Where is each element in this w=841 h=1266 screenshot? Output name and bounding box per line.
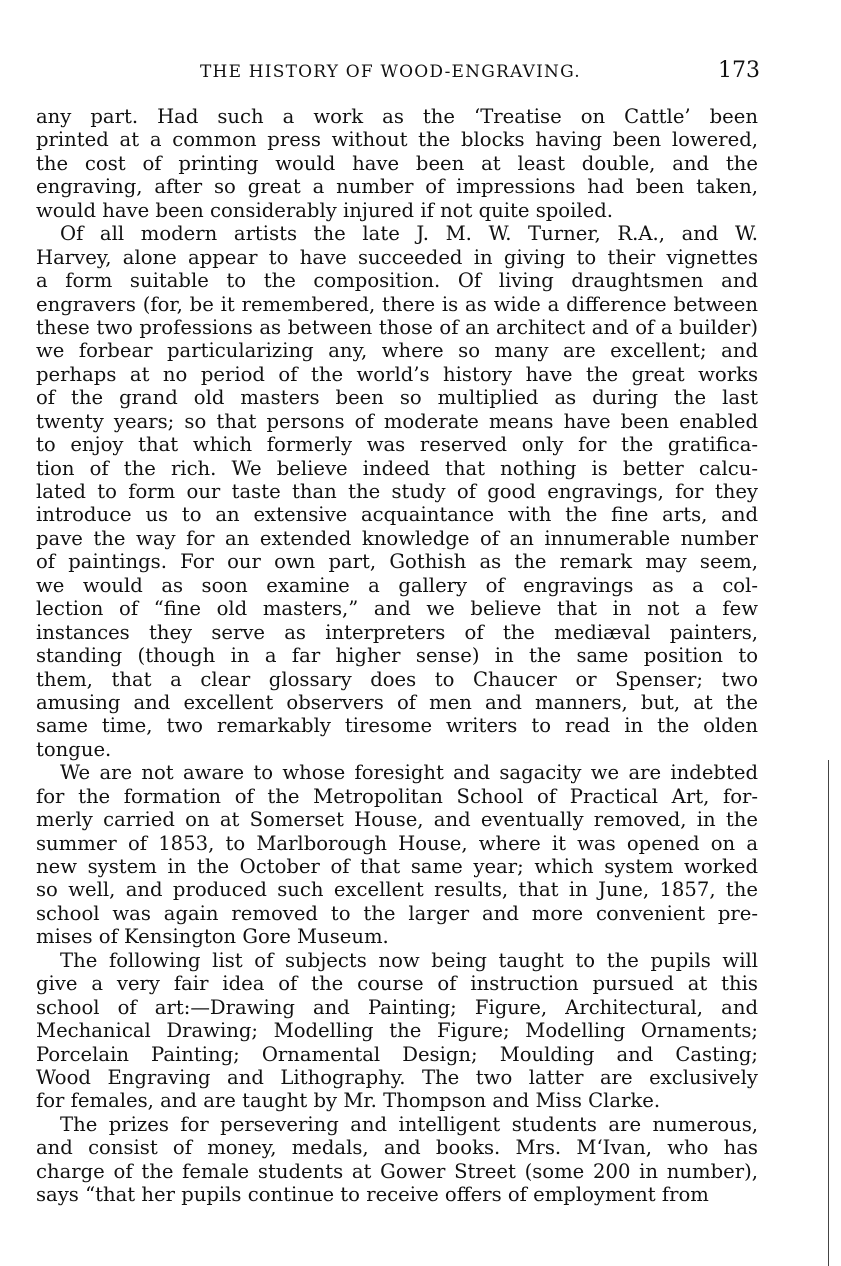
- text-line: lection of “fine old masters,” and we believe that in not a few: [36, 597, 758, 621]
- page-number: 173: [718, 58, 760, 83]
- text-line: twenty years; so that persons of moderate means have been enabled: [36, 409, 758, 433]
- running-title: THE HISTORY OF WOOD-ENGRAVING.: [200, 62, 581, 82]
- text-line: so well, and produced such excellent results, that in June, 1857, the: [36, 878, 758, 902]
- text-line: printed at a common press without the blocks having been lowered,: [36, 128, 758, 152]
- text-line: Wood Engraving and Lithography. The two latter are exclusively: [36, 1065, 758, 1089]
- text-line: Harvey, alone appear to have succeeded in giving to their vignettes: [36, 245, 758, 269]
- text-line: tion of the rich. We believe indeed that nothing is better calcu-: [36, 456, 758, 480]
- text-line: school of art:—Drawing and Painting; Figure, Architectural, and: [36, 995, 758, 1019]
- text-line: lated to form our taste than the study of good engravings, for they: [36, 480, 758, 503]
- text-line: engraving, after so great a number of impressions had been taken,: [36, 175, 758, 199]
- text-line: The following list of subjects now being taught to the pupils will: [60, 948, 758, 972]
- text-line: to enjoy that which formerly was reserved only for the gratifica-: [36, 433, 758, 457]
- text-line: perhaps at no period of the world’s history have the great works: [36, 362, 758, 386]
- text-line: them, that a clear glossary does to Chaucer or Spenser; two: [36, 667, 758, 691]
- body-text: [36, 105, 758, 1207]
- page-edge-rule: [828, 760, 829, 1266]
- text-line: standing (though in a far higher sense) in the same position to: [36, 644, 758, 668]
- text-line: Mechanical Drawing; Modelling the Figure; Modelling Ornaments;: [36, 1019, 758, 1043]
- paragraph: [36, 105, 758, 222]
- text-line: give a very fair idea of the course of instruction pursued at this: [36, 972, 758, 996]
- text-line: the cost of printing would have been at least double, and the: [36, 151, 758, 175]
- text-line: summer of 1853, to Marlborough House, where it was opened on a: [36, 831, 758, 855]
- text-line: tongue.: [36, 737, 112, 761]
- paragraph: [36, 949, 758, 1113]
- text-line: would have been considerably injured if not quite spoiled.: [36, 198, 614, 222]
- text-line: we forbear particularizing any, where so many are excellent; and: [36, 339, 758, 363]
- text-line: merly carried on at Somerset House, and eventually removed, in the: [36, 808, 758, 832]
- text-line: engravers (for, be it remembered, there is as wide a difference between: [36, 292, 758, 316]
- paragraph: [36, 1113, 758, 1207]
- text-line: The prizes for persevering and intelligent students are numerous,: [60, 1112, 758, 1136]
- text-line: a form suitable to the composition. Of living draughtsmen and: [36, 269, 758, 293]
- text-line: we would as soon examine a gallery of engravings as a col-: [36, 573, 758, 597]
- text-line: of the grand old masters been so multiplied as during the last: [36, 386, 758, 410]
- paragraph: [36, 222, 758, 761]
- text-line: new system in the October of that same year; which system worked: [36, 855, 758, 878]
- text-line: says “that her pupils continue to receive offers of employment from: [36, 1183, 709, 1207]
- text-line: for the formation of the Metropolitan School of Practical Art, for-: [36, 784, 758, 808]
- text-line: for females, and are taught by Mr. Thompson and Miss Clarke.: [36, 1089, 661, 1113]
- text-line: and consist of money, medals, and books. Mrs. M‘Ivan, who has: [36, 1136, 758, 1160]
- text-line: same time, two remarkably tiresome writers to read in the olden: [36, 714, 758, 738]
- text-line: school was again removed to the larger and more convenient pre-: [36, 901, 758, 925]
- text-line: Porcelain Painting; Ornamental Design; Moulding and Casting;: [36, 1042, 758, 1066]
- text-line: We are not aware to whose foresight and sagacity we are indebted: [60, 761, 758, 785]
- text-line: pave the way for an extended knowledge of an innumerable number: [36, 526, 758, 550]
- text-line: mises of Kensington Gore Museum.: [36, 925, 389, 949]
- text-line: of paintings. For our own part, Gothish as the remark may seem,: [36, 550, 758, 574]
- text-line: Of all modern artists the late J. M. W. Turner, R.A., and W.: [60, 222, 758, 246]
- text-line: any part. Had such a work as the ‘Treatise on Cattle’ been: [36, 105, 758, 128]
- text-line: these two professions as between those of an architect and of a builder): [36, 315, 758, 339]
- text-line: introduce us to an extensive acquaintance with the fine arts, and: [36, 503, 758, 527]
- text-line: charge of the female students at Gower Street (some 200 in number),: [36, 1159, 758, 1183]
- text-line: instances they serve as interpreters of the mediæval painters,: [36, 620, 758, 644]
- text-line: amusing and excellent observers of men and manners, but, at the: [36, 690, 758, 714]
- page-header: [40, 58, 760, 88]
- paragraph: [36, 761, 758, 949]
